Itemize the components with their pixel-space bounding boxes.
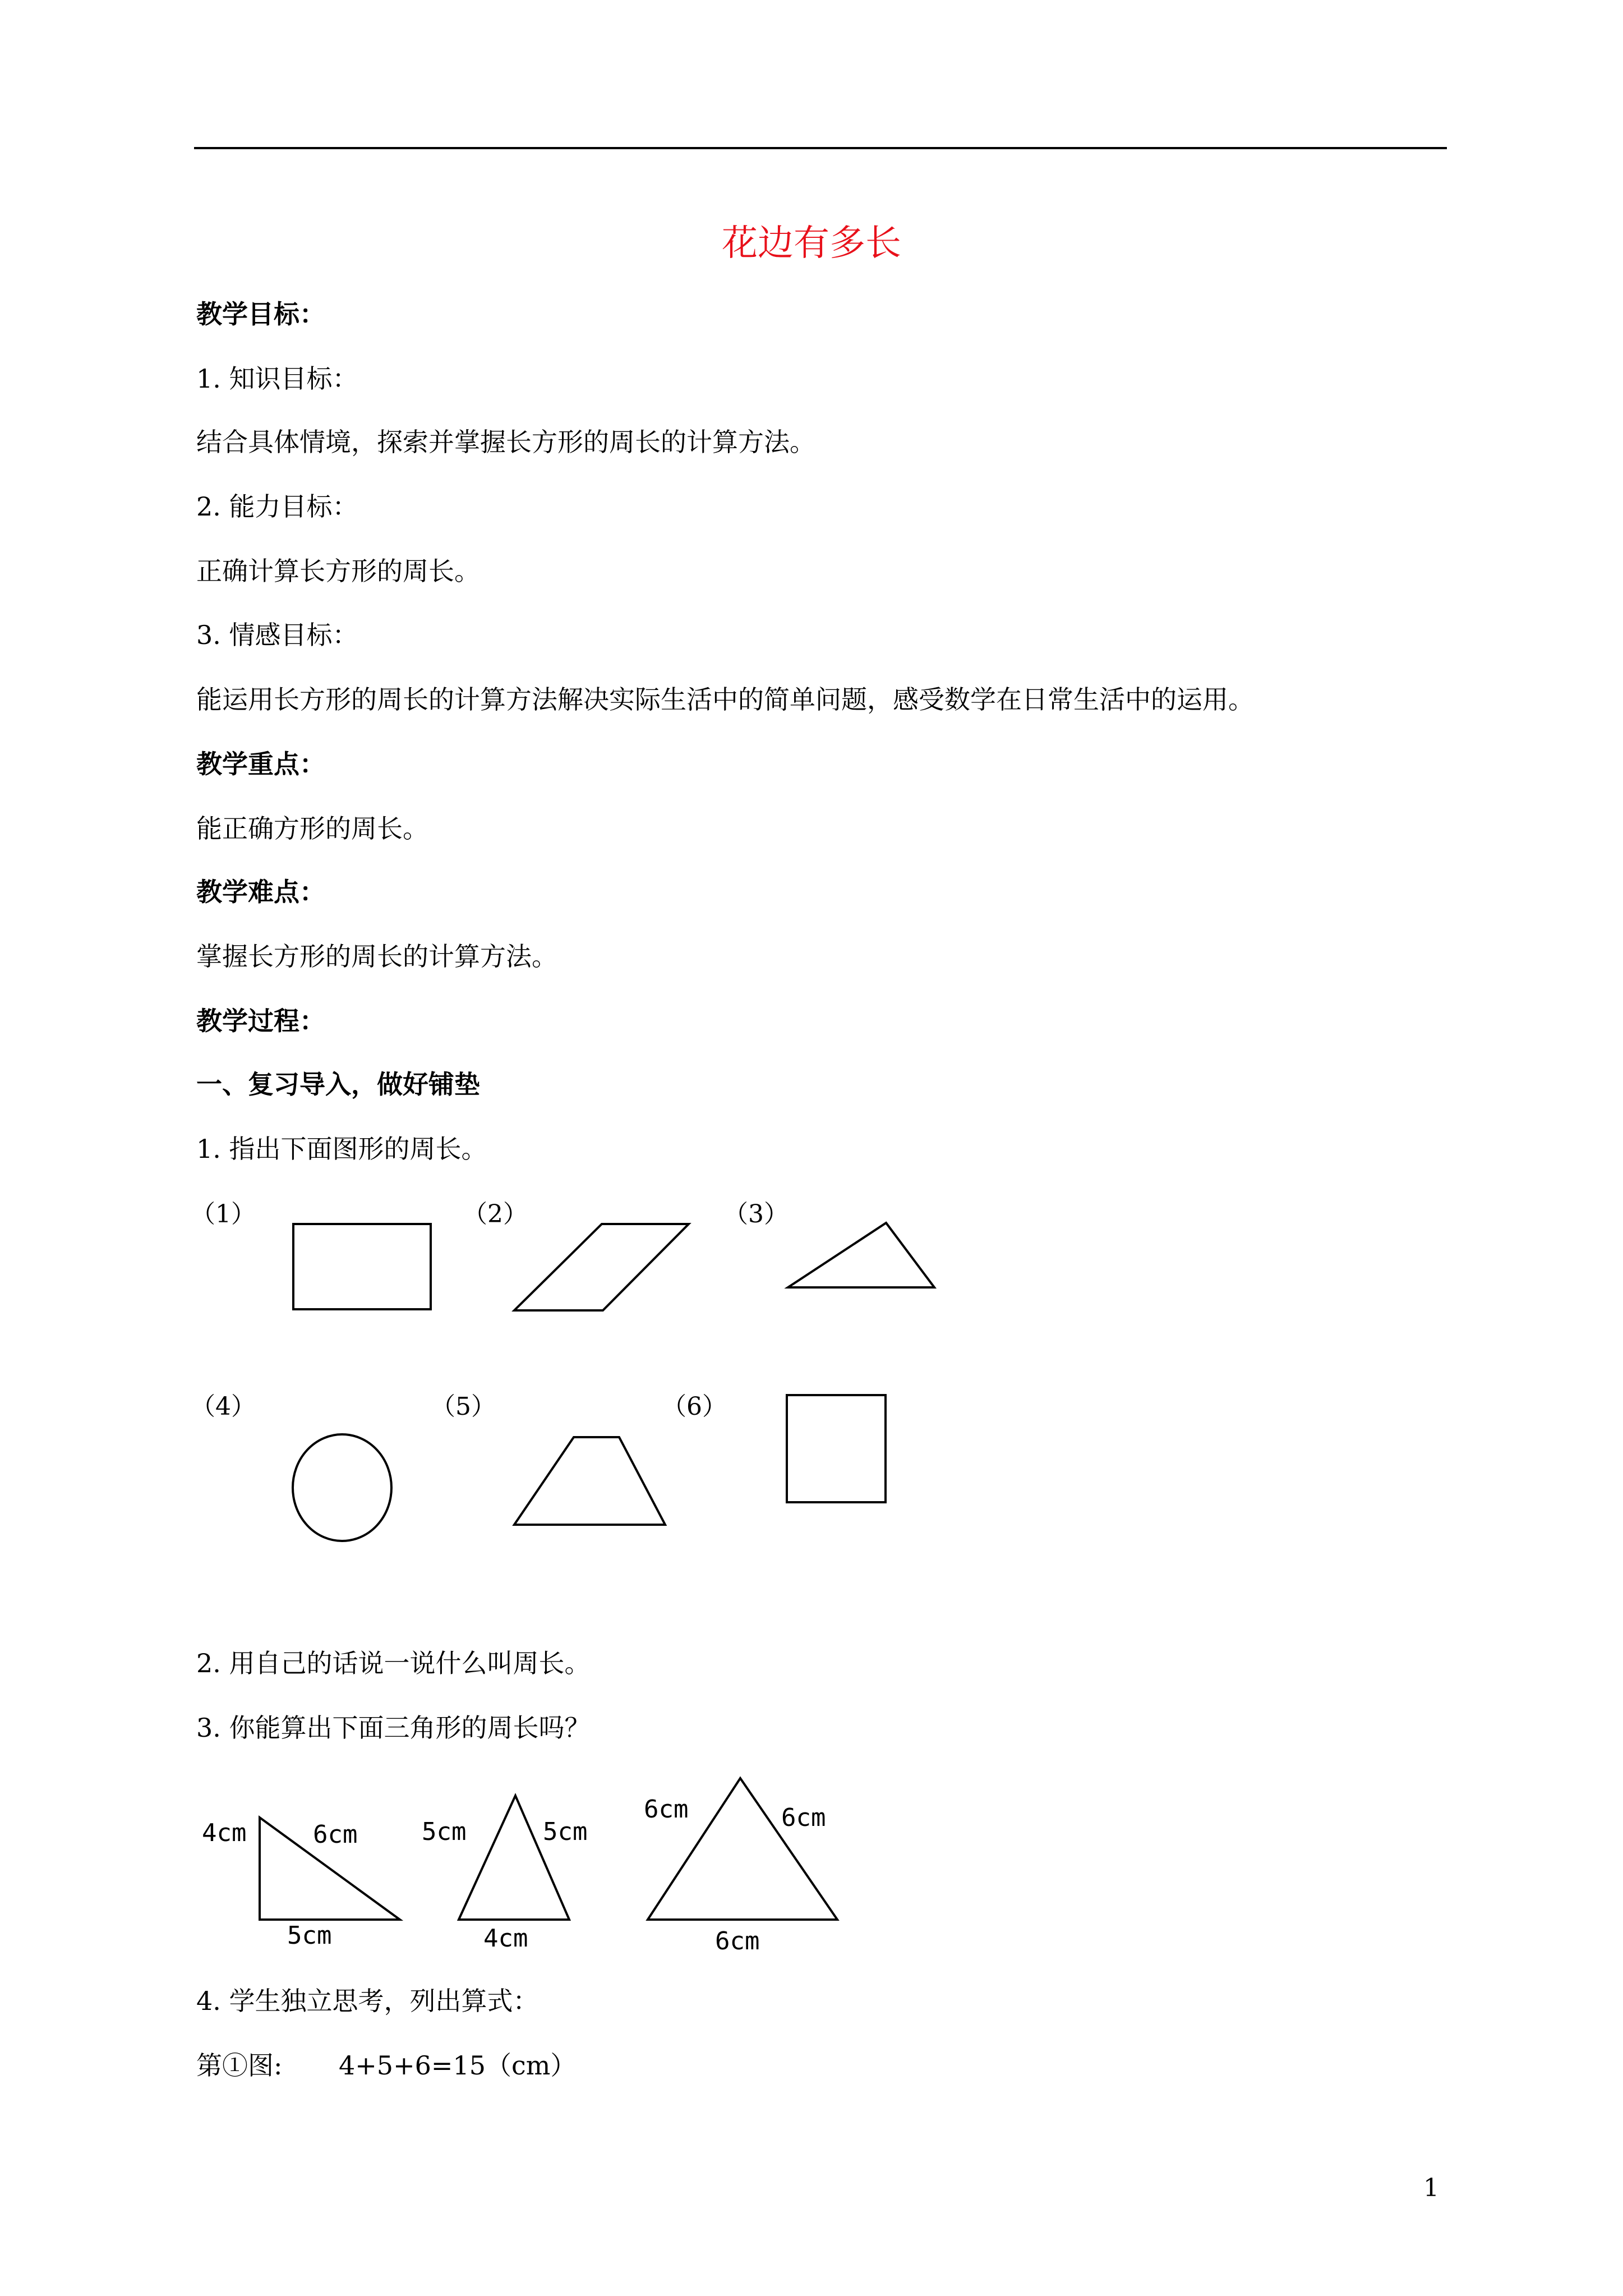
trapezoid-shape	[514, 1437, 665, 1525]
key-heading: 教学重点：	[196, 749, 325, 779]
t1-bottom-label: 5cm	[287, 1921, 332, 1950]
goal2-heading: 2. 能力目标：	[196, 491, 358, 522]
answer-1-formula: 4+5+6=15（cm）	[339, 2050, 577, 2081]
t2-bottom-label: 4cm	[483, 1924, 528, 1953]
isosceles-triangle	[459, 1796, 569, 1920]
shape-label-4: （4）	[191, 1392, 256, 1421]
t3-bottom-label: 6cm	[715, 1927, 760, 1955]
question-4: 4. 学生独立思考，列出算式：	[196, 1986, 539, 2016]
square-shape	[787, 1395, 886, 1502]
goal3-heading: 3. 情感目标：	[196, 620, 358, 650]
obtuse-triangle-shape	[788, 1223, 934, 1287]
page-number: 1	[1423, 2174, 1439, 2202]
question-2: 2. 用自己的话说一说什么叫周长。	[196, 1648, 591, 1678]
shape-label-1: （1）	[191, 1200, 256, 1228]
t1-left-label: 4cm	[202, 1819, 247, 1847]
t1-hyp-label: 6cm	[313, 1820, 358, 1849]
key-text: 能正确方形的周长。	[196, 813, 428, 844]
shape-label-5: （5）	[431, 1392, 496, 1421]
circle-shape	[293, 1434, 391, 1541]
goal1-heading: 1. 知识目标：	[196, 364, 358, 394]
goals-heading: 教学目标：	[196, 299, 325, 329]
page-title: 花边有多长	[722, 223, 901, 264]
question-1: 1. 指出下面图形的周长。	[196, 1134, 487, 1164]
goal1-text: 结合具体情境，探索并掌握长方形的周长的计算方法。	[196, 427, 815, 457]
question-3: 3. 你能算出下面三角形的周长吗？	[196, 1713, 591, 1743]
goal2-text: 正确计算长方形的周长。	[196, 556, 480, 586]
shape-label-3: （3）	[723, 1200, 789, 1228]
t2-right-label: 5cm	[543, 1818, 588, 1846]
rectangle-shape	[293, 1224, 431, 1309]
t2-left-label: 5cm	[422, 1818, 467, 1846]
part1-heading: 一、复习导入，做好铺垫	[196, 1069, 480, 1099]
shape-label-2: （2）	[463, 1200, 528, 1228]
goal3-text: 能运用长方形的周长的计算方法解决实际生活中的简单问题，感受数学在日常生活中的运用。	[196, 684, 1254, 715]
t3-right-label: 6cm	[781, 1803, 826, 1832]
shape-label-6: （6）	[662, 1392, 727, 1421]
t3-left-label: 6cm	[644, 1795, 689, 1824]
difficulty-text: 掌握长方形的周长的计算方法。	[196, 941, 557, 972]
process-heading: 教学过程：	[196, 1006, 325, 1036]
answer-1-label: 第①图:	[196, 2050, 283, 2081]
difficulty-heading: 教学难点：	[196, 877, 325, 907]
parallelogram-shape	[514, 1224, 689, 1310]
